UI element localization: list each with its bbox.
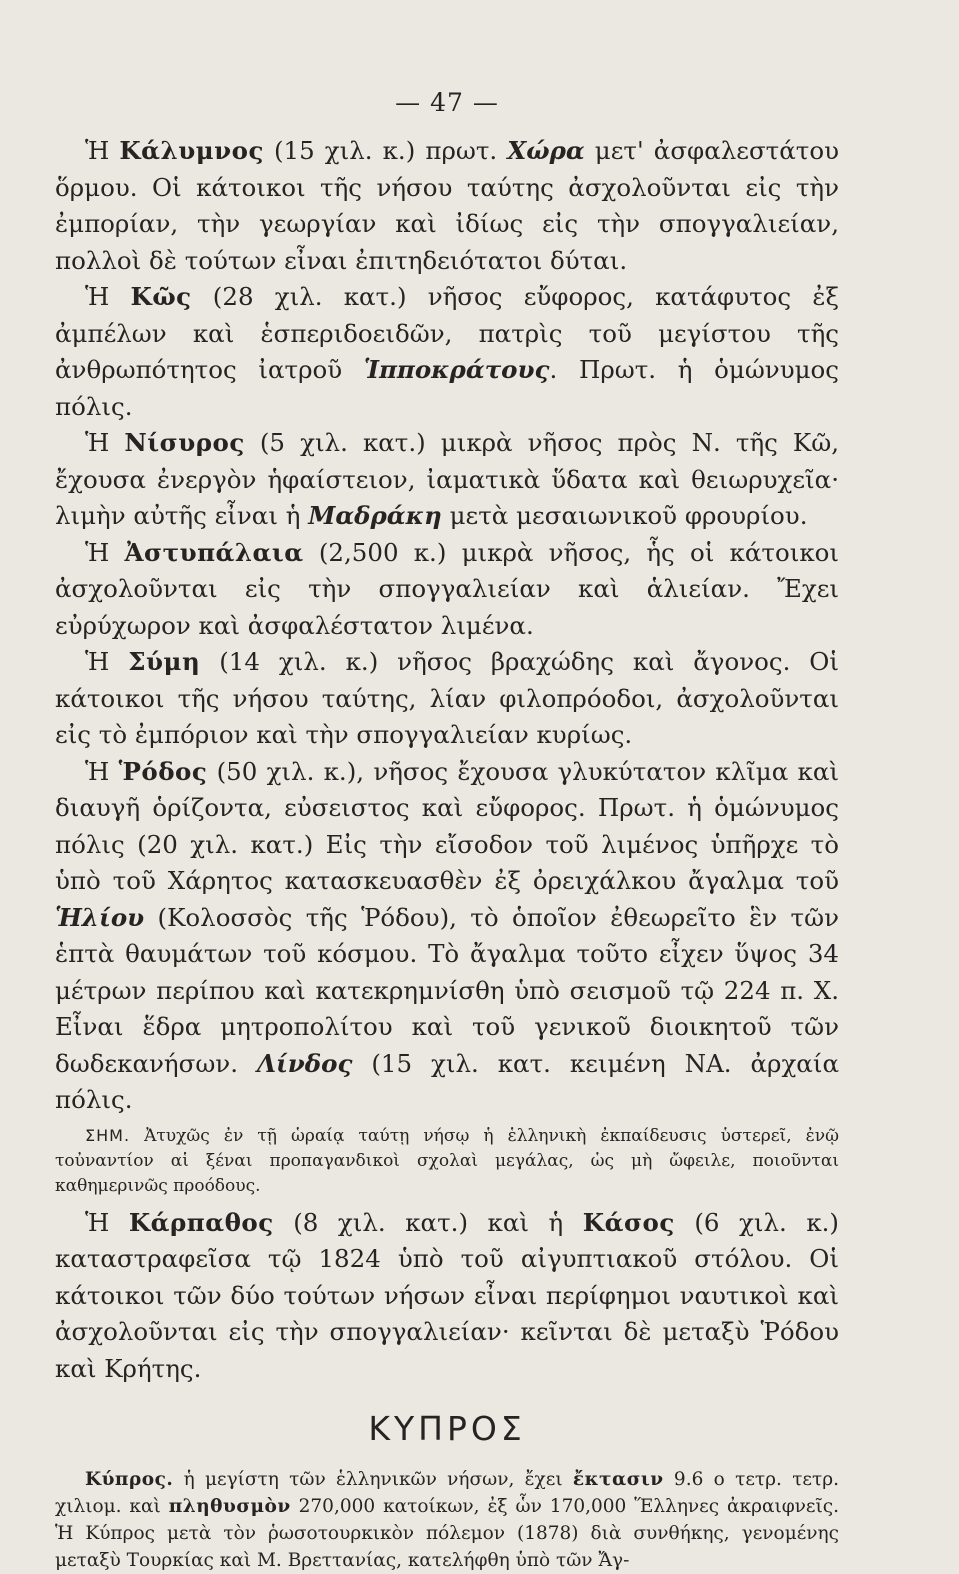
text: Ἡ	[85, 756, 119, 786]
paragraph-karpathos	[55, 1205, 839, 1388]
emphasis-chora: Χώρα	[507, 136, 585, 165]
emphasis-hippocrates: Ἱπποκράτους	[363, 355, 550, 384]
section-heading: ΚΥΠΡΟΣ	[368, 1409, 526, 1448]
paragraph-symi	[55, 644, 839, 754]
text: (Κολοσσὸς τῆς Ῥόδου), τὸ ὁποῖον ἐθεωρεῖτο ἓν τῶν ἑπτὰ θαυμάτων τοῦ κόσμου. Τὸ ἄγαλμα τοῦτο εἶχεν ὕψος 34 μέτρων περίπου καὶ κατεκρημνίσθη ὑπὸ σεισμοῦ τῷ 224 π. Χ. Εἶναι ἕδρα μητροπολίτου καὶ τοῦ γενικοῦ διοικητοῦ τῶν δωδεκανήσων.	[55, 902, 839, 1078]
paragraph-rodos	[55, 754, 839, 1119]
text: Ἡ	[85, 537, 125, 567]
emphasis-lindos: Λίνδος	[256, 1048, 353, 1078]
footnote	[55, 1123, 839, 1199]
paragraph-kalymnos	[55, 133, 839, 279]
paragraph-kos	[55, 279, 839, 425]
text: 270,000 κατοίκων, ἐξ ὧν 170,000 Ἕλληνες ἀκραιφνεῖς. Ἡ Κύπρος μετὰ τὸν ῥωσοτουρκικὸν πόλεμον (1878) διὰ συνθήκης, γενομένης μεταξὺ Τουρκίας καὶ Μ. Βρεττανίας, κατελήφθη ὑπὸ τῶν Ἄγ-	[55, 1496, 839, 1571]
text: Ἡ	[85, 647, 129, 676]
text: (5 χιλ. κατ.) μικρὰ νῆσος πρὸς Ν. τῆς Κῶ, ἔχουσα ἐνεργὸν ἡφαίστειον, ἰαματικὰ ὕδατα καὶ θειωρυχεῖα· λιμὴν αὐτῆς εἶναι ἡ	[55, 428, 839, 530]
text: μετ' ἀσφαλεστάτου ὅρμου. Οἱ κάτοικοι τῆς νήσου ταύτης ἀσχολοῦνται εἰς τὴν ἐμπορίαν, τὴν γεωργίαν καὶ ἰδίως εἰς τὴν σπογγαλιείαν, πολλοὶ δὲ τούτων εἶναι ἐπιτηδειότατοι δύται.	[55, 136, 839, 275]
text: (28 χιλ. κατ.) νῆσος εὔφορος, κατάφυτος ἐξ ἀμπέλων καὶ ἑσπεριδοειδῶν, πατρὶς τοῦ μεγίστου τῆς ἀνθρωπότητος ἰατροῦ	[55, 282, 839, 384]
text: Ἡ	[85, 428, 125, 457]
island-name-nisyros: Νίσυρος	[124, 428, 245, 457]
island-name-symi: Σύμη	[128, 647, 201, 676]
text: (50 χιλ. κ.), νῆσος ἔχουσα γλυκύτατον κλῖμα καὶ διαυγῆ ὁρίζοντα, εὐσειστος καὶ εὔφορος. Πρωτ. ἡ ὁμώνυμος πόλις (20 χιλ. κατ.) Εἰς τὴν εἴσοδον τοῦ λιμένος ὑπῆρχε τὸ ὑπὸ τοῦ Χάρητος κατασκευασθὲν ἐξ ὀρειχάλκου ἄγαλμα τοῦ	[55, 756, 839, 895]
island-name-kasos: Κάσος	[582, 1207, 675, 1237]
paragraph-cyprus	[55, 1466, 839, 1574]
footnote-label: ΣΗΜ.	[85, 1125, 131, 1145]
emphasis-helios: Ἡλίου	[55, 902, 145, 932]
island-name-astypalaia: Ἀστυπάλαια	[124, 537, 304, 567]
text: . Πρωτ. ἡ ὁμώνυμος πόλις.	[55, 355, 839, 421]
text: (14 χιλ. κ.) νῆσος βραχώδης καὶ ἄγονος. Οἱ κάτοικοι τῆς νήσου ταύτης, λίαν φιλοπρόοδοι, ἀσχολοῦνται εἰς τὸ ἐμπόριον καὶ τὴν σπογγαλιείαν κυρίως.	[55, 647, 839, 749]
text: (8 χιλ. κατ.) καὶ ἡ	[273, 1207, 583, 1237]
text: μετὰ μεσαιωνικοῦ φρουρίου.	[441, 501, 808, 530]
text: Ἡ	[85, 282, 131, 311]
text: (15 χιλ. κατ. κειμένη ΝΑ. ἀρχαία πόλις.	[55, 1048, 839, 1114]
text: Ἡ	[85, 136, 120, 165]
term-population: πληθυσμὸν	[168, 1496, 291, 1517]
island-name-rodos: Ῥόδος	[118, 756, 208, 786]
text: (15 χιλ. κ.) πρωτ.	[263, 136, 508, 165]
paragraph-astypalaia	[55, 535, 839, 645]
term-area: ἔκτασιν	[572, 1469, 664, 1490]
text: ἡ μεγίστη τῶν ἑλληνικῶν νήσων, ἔχει	[173, 1469, 573, 1490]
text: (6 χιλ. κ.) καταστραφεῖσα τῷ 1824 ὑπὸ τοῦ αἰγυπτιακοῦ στόλου. Οἱ κάτοικοι τῶν δύο τούτων νήσων εἶναι περίφημοι ναυτικοὶ καὶ ἀσχολοῦνται εἰς τὴν σπογγαλιείαν· κεῖνται δὲ μεταξὺ Ῥόδου καὶ Κρήτης.	[55, 1207, 839, 1383]
emphasis-madraki: Μαδράκη	[308, 501, 442, 530]
island-name-kalymnos: Κάλυμνος	[119, 136, 264, 165]
page-number: — 47 —	[395, 88, 499, 117]
paragraph-nisyros	[55, 425, 839, 535]
island-name-kos: Κῶς	[130, 282, 192, 311]
text: (2,500 κ.) μικρὰ νῆσος, ἧς οἱ κάτοικοι ἀσχολοῦνται εἰς τὴν σπογγαλιείαν καὶ ἁλιείαν. Ἔχει εὐρύχωρον καὶ ἀσφαλέστατον λιμένα.	[55, 537, 839, 640]
text: Ἡ	[85, 1207, 129, 1237]
text: 9.6 ο τετρ. τετρ. χιλιομ. καὶ	[55, 1469, 840, 1517]
island-name-karpathos: Κάρπαθος	[128, 1207, 274, 1237]
island-name-cyprus: Κύπρος.	[85, 1469, 174, 1490]
footnote-text: Ἀτυχῶς ἐν τῇ ὡραίᾳ ταύτῃ νήσῳ ἡ ἑλληνικὴ ἐκπαίδευσις ὑστερεῖ, ἐνῷ τοὐναντίον αἱ ξέναι προπαγανδικοὶ σχολαὶ μεγάλας, ὡς μὴ ὤφειλε, ποιοῦνται καθημερινῶς προόδους.	[55, 1125, 839, 1196]
